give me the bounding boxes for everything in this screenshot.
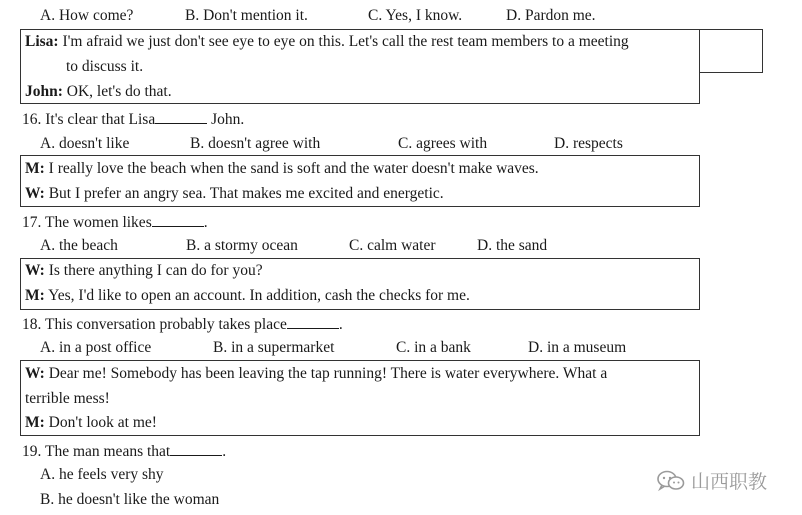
dialog-text: Is there anything I can do for you? — [48, 262, 263, 279]
dialog-box-1-extension — [699, 29, 763, 73]
q18-option-b: B. in a supermarket — [213, 339, 335, 356]
dialog4-line2 — [25, 414, 157, 432]
dialog4-line1-cont: terrible mess! — [25, 390, 110, 407]
q17-option-c: C. calm water — [349, 237, 436, 254]
stem-text-end: . — [203, 214, 208, 231]
dialog-text: I really love the beach when the sand is soft and the water doesn't make waves. — [48, 160, 539, 177]
speaker-label: W: — [25, 365, 45, 382]
q15-option-b: B. Don't mention it. — [185, 7, 308, 24]
answer-blank — [287, 314, 339, 329]
speaker-label: M: — [25, 287, 45, 304]
q16-option-c: C. agrees with — [398, 135, 488, 152]
q18-option-a: A. in a post office — [40, 339, 152, 356]
q18-option-c: C. in a bank — [396, 339, 471, 356]
dialog2-line2 — [25, 185, 444, 203]
dialog-text: I'm afraid we just don't see eye to eye on this. Let's call the rest team members to a meeting — [62, 33, 629, 50]
dialog-text: But I prefer an angry sea. That makes me excited and energetic. — [48, 185, 444, 202]
speaker-label: M: — [25, 160, 45, 177]
stem-text: 16. It's clear that Lisa — [22, 111, 156, 128]
q17-option-a: A. the beach — [40, 237, 118, 254]
speaker-label: W: — [25, 262, 45, 279]
dialog-text: Don't look at me! — [48, 414, 157, 431]
q17-option-d: D. the sand — [477, 237, 548, 254]
q17-option-b: B. a stormy ocean — [186, 237, 298, 254]
dialog3-line1 — [25, 262, 263, 280]
speaker-label: John: — [25, 83, 63, 100]
q18-stem — [22, 314, 343, 334]
dialog2-line1 — [25, 160, 539, 178]
dialog3-line2 — [25, 287, 470, 305]
dialog1-line1 — [25, 33, 629, 51]
dialog4-line1 — [25, 365, 607, 383]
stem-text: 18. This conversation probably takes place — [22, 316, 287, 333]
speaker-label: M: — [25, 414, 45, 431]
speaker-label: Lisa: — [25, 33, 59, 50]
stem-text-end: . — [222, 443, 227, 460]
q19-option-b: B. he doesn't like the woman — [40, 491, 220, 508]
speaker-label: W: — [25, 185, 45, 202]
dialog1-line2 — [25, 83, 172, 101]
q15-option-d: D. Pardon me. — [506, 7, 596, 24]
stem-text: 19. The man means that — [22, 443, 171, 460]
dialog1-line1-cont: to discuss it. — [66, 58, 144, 75]
answer-blank — [155, 109, 207, 124]
wechat-icon — [657, 470, 685, 492]
answer-blank — [152, 212, 204, 227]
dialog-text: Yes, I'd like to open an account. In addition, cash the checks for me. — [48, 287, 470, 304]
q15-option-a: A. How come? — [40, 7, 134, 24]
answer-blank — [170, 441, 222, 456]
dialog-text: Dear me! Somebody has been leaving the tap running! There is water everywhere. What a — [48, 365, 608, 382]
q19-option-a: A. he feels very shy — [40, 466, 164, 483]
q16-option-d: D. respects — [554, 135, 623, 152]
watermark-text: 山西职教 — [691, 471, 768, 493]
stem-text-end: . — [338, 316, 343, 333]
q17-stem — [22, 212, 208, 232]
q16-stem — [22, 109, 244, 129]
q15-option-c: C. Yes, I know. — [368, 7, 463, 24]
stem-text: 17. The women likes — [22, 214, 152, 231]
q18-option-d: D. in a museum — [528, 339, 627, 356]
q16-option-b: B. doesn't agree with — [190, 135, 321, 152]
q16-option-a: A. doesn't like — [40, 135, 130, 152]
stem-text-end: John. — [211, 111, 245, 128]
dialog-text: OK, let's do that. — [66, 83, 172, 100]
q19-stem — [22, 441, 226, 461]
watermark — [657, 467, 767, 494]
